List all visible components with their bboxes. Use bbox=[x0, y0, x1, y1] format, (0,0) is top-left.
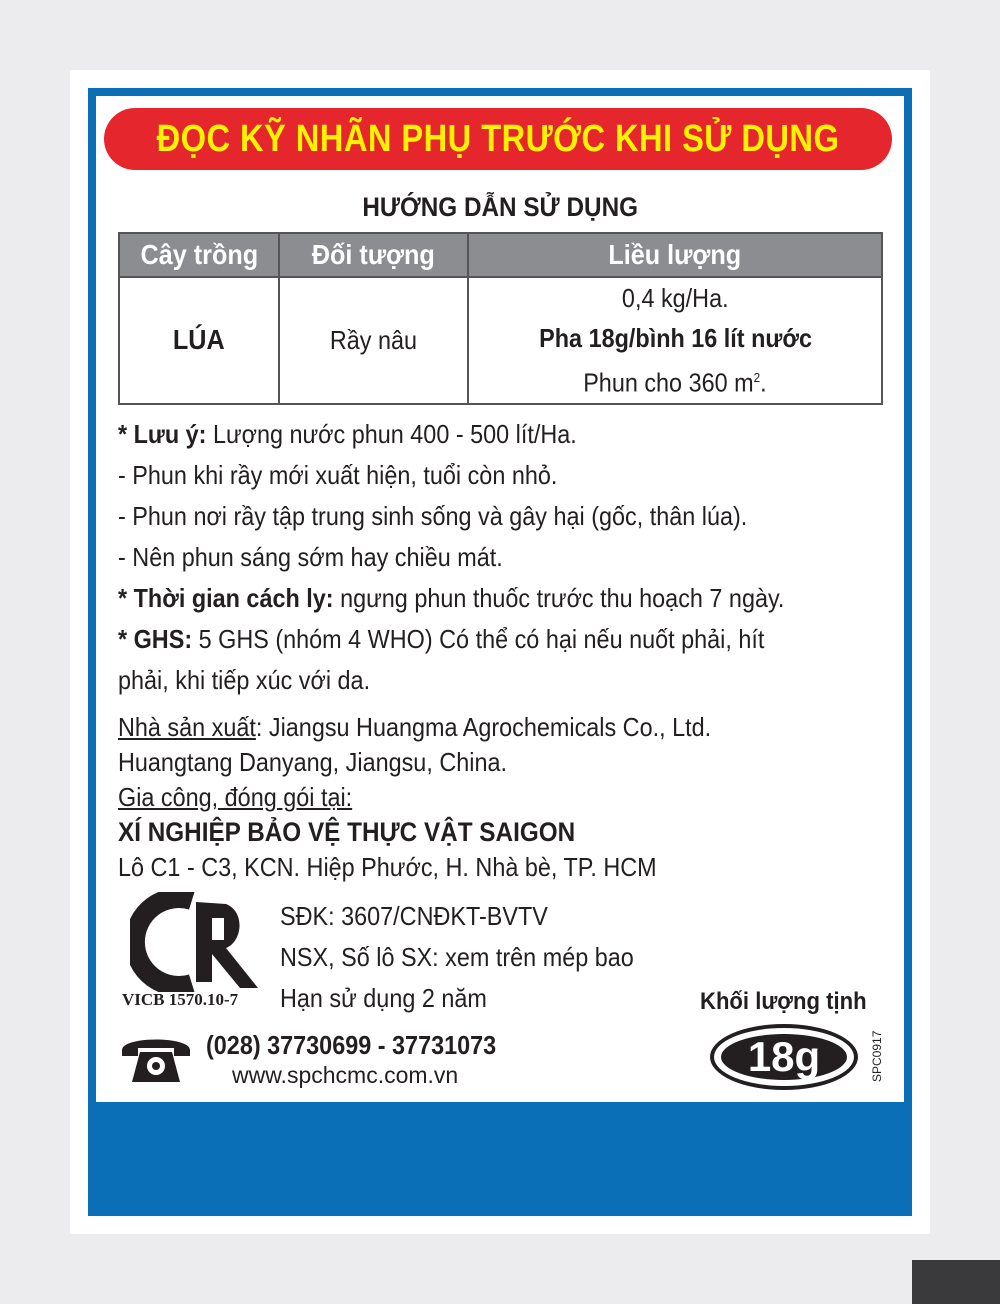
dose-line-2: Pha 18g/bình 16 lít nước bbox=[538, 323, 812, 353]
phone-number[interactable]: (028) 37730699 - 37731073 bbox=[206, 1030, 497, 1060]
bullet-2: - Phun nơi rầy tập trung sinh sống và gây hại (gốc, thân lúa). bbox=[118, 501, 748, 531]
packer-name: XÍ NGHIỆP BẢO VỆ THỰC VẬT SAIGON bbox=[118, 817, 576, 847]
net-weight-label: Khối lượng tịnh bbox=[700, 988, 867, 1015]
registration-number: SĐK: 3607/CNĐKT-BVTV bbox=[280, 901, 548, 931]
table-row bbox=[119, 277, 882, 404]
header-target: Đối tượng bbox=[279, 233, 468, 277]
registration-info bbox=[280, 896, 673, 1019]
expiry-info: Hạn sử dụng 2 năm bbox=[280, 983, 487, 1013]
header-crop: Cây trồng bbox=[119, 233, 279, 277]
producer-address: Huangtang Danyang, Jiangsu, China. bbox=[118, 747, 507, 777]
manufacturer-info bbox=[118, 710, 888, 885]
target-cell: Rầy nâu bbox=[279, 277, 468, 404]
print-code: SPC0917 bbox=[870, 1030, 884, 1082]
packer-label: Gia công, đóng gói tại: bbox=[118, 782, 353, 812]
dose-line-3: Phun cho 360 $m^2$. bbox=[583, 367, 767, 398]
warning-banner bbox=[104, 108, 892, 170]
net-weight-value: 18g bbox=[721, 1034, 847, 1080]
telephone-icon bbox=[118, 1030, 194, 1086]
packer-address: Lô C1 - C3, KCN. Hiệp Phước, H. Nhà bè, TP. HCM bbox=[118, 852, 657, 882]
isolation-line: * Thời gian cách ly: ngưng phun thuốc trước thu hoạch 7 ngày. bbox=[118, 583, 785, 613]
lot-info: NSX, Số lô SX: xem trên mép bao bbox=[280, 942, 634, 972]
usage-notes bbox=[118, 414, 888, 701]
net-weight-badge bbox=[710, 1024, 858, 1090]
usage-title-text: HƯỚNG DẪN SỬ DỤNG bbox=[362, 192, 638, 222]
usage-title bbox=[96, 192, 904, 223]
dosage-table-header bbox=[119, 233, 882, 277]
bullet-1: - Phun khi rầy mới xuất hiện, tuổi còn nhỏ. bbox=[118, 460, 558, 490]
producer-line: Nhà sản xuất: Jiangsu Huangma Agrochemicals Co., Ltd. bbox=[118, 712, 712, 742]
dose-line-1: 0,4 kg/Ha. bbox=[621, 283, 729, 313]
header-dose: Liều lượng bbox=[468, 233, 882, 277]
corner-block bbox=[912, 1260, 1000, 1304]
dosage-table bbox=[118, 232, 883, 405]
ghs-line-1: * GHS: 5 GHS (nhóm 4 WHO) Có thể có hại nếu nuốt phải, hít bbox=[118, 624, 765, 654]
ghs-line-2: phải, khi tiếp xúc với da. bbox=[118, 665, 371, 695]
warning-banner-text: ĐỌC KỸ NHÃN PHỤ TRƯỚC KHI SỬ DỤNG bbox=[156, 117, 840, 160]
note-line: * Lưu ý: Lượng nước phun 400 - 500 lít/Ha. bbox=[118, 419, 577, 449]
crop-cell: LÚA bbox=[119, 277, 279, 404]
bullet-3: - Nên phun sáng sớm hay chiều mát. bbox=[118, 542, 503, 572]
certification-code: VICB 1570.10-7 bbox=[122, 990, 239, 1009]
dose-cell bbox=[468, 277, 882, 404]
cr-certification-icon bbox=[130, 892, 260, 992]
website-link[interactable]: www.spchcmc.com.vn bbox=[232, 1062, 459, 1088]
